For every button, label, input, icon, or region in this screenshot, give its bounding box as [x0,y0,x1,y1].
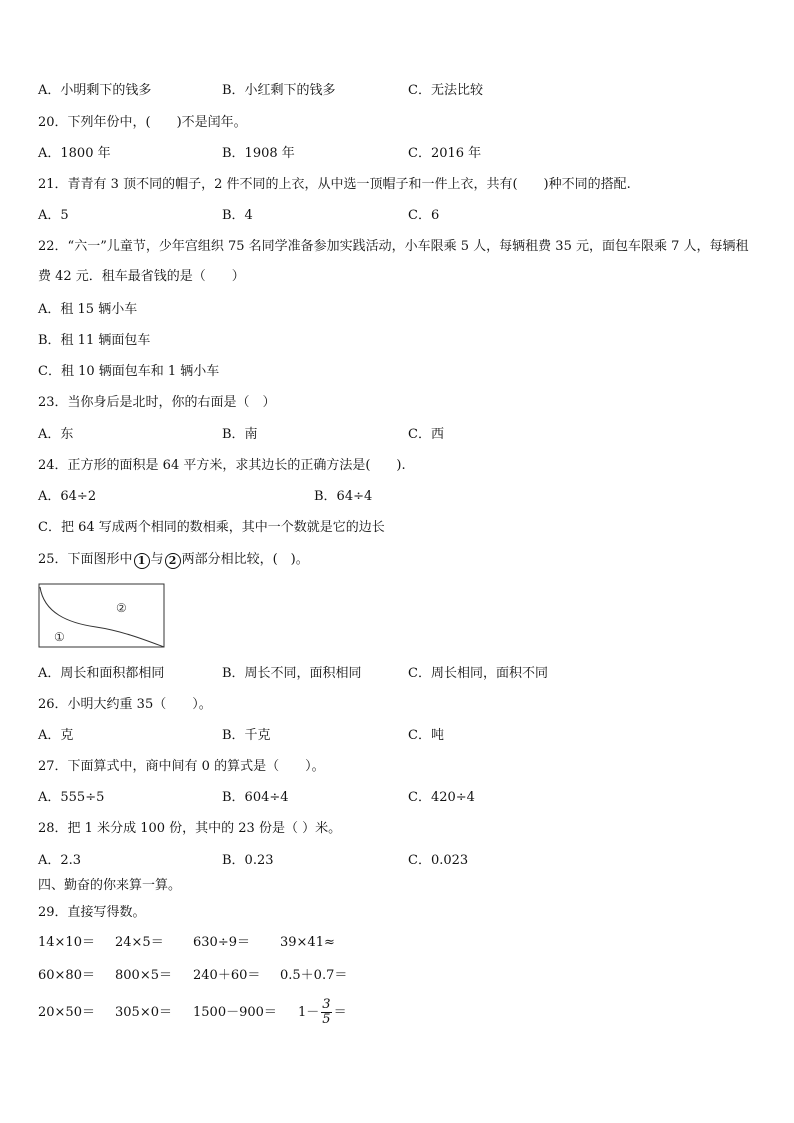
q19-option-a[interactable]: A．小明剩下的钱多 [38,83,152,98]
q20-options [38,145,758,163]
q19-options [38,82,758,100]
q28-options [38,852,758,870]
q23-options [38,426,758,444]
q27-option-b[interactable]: B．604÷4 [222,790,289,805]
q27-stem: 27．下面算式中，商中间有 0 的算式是（ ）。 [38,759,325,774]
circled-one: 1 [134,553,150,569]
q21-option-b[interactable]: B．4 [222,208,253,223]
q20-option-a[interactable]: A．1800 年 [38,146,111,161]
q27-option-a[interactable]: A．555÷5 [38,790,105,805]
fraction-lead: 1－ [298,1005,320,1020]
q28-option-b[interactable]: B．0.23 [222,853,274,868]
calc-item-fraction [298,995,347,1031]
q24-options [38,488,758,506]
q22-option-c[interactable]: C．租 10 辆面包车和 1 辆小车 [38,364,220,379]
fraction-tail: ＝ [333,1005,347,1020]
q25-option-c[interactable]: C．周长相同，面积不同 [408,666,548,681]
q24-stem: 24．正方形的面积是 64 平方米，求其边长的正确方法是( ). [38,458,406,473]
q27-option-c[interactable]: C．420÷4 [408,790,475,805]
q20-option-b[interactable]: B．1908 年 [222,146,295,161]
q22-option-a[interactable]: A．租 15 辆小车 [38,302,138,317]
section-four-title: 四、勤奋的你来算一算。 [38,878,182,893]
q21-option-c[interactable]: C．6 [408,208,440,223]
q23-option-a[interactable]: A．东 [38,427,74,442]
q25-stem-part1: 25．下面图形中 [38,552,133,567]
q19-option-b[interactable]: B．小红剩下的钱多 [222,83,336,98]
q19-option-c[interactable]: C．无法比较 [408,83,483,98]
q25-stem-part3: 两部分相比较，( )。 [181,552,309,567]
figure-label-2: ② [116,601,127,615]
q29-stem: 29．直接写得数。 [38,905,146,920]
q21-option-a[interactable]: A．5 [38,208,69,223]
q20-option-c[interactable]: C．2016 年 [408,146,482,161]
fraction-denominator: 5 [322,1012,331,1027]
calc-item: 14×10＝ [38,935,95,950]
q28-option-a[interactable]: A．2.3 [38,853,82,868]
q26-option-a[interactable]: A．克 [38,728,74,743]
calc-item: 1500－900＝ [193,1005,277,1020]
q26-options [38,727,758,745]
q23-option-b[interactable]: B．南 [222,427,258,442]
q26-option-c[interactable]: C．吨 [408,728,444,743]
calc-item: 24×5＝ [115,935,164,950]
q24-option-b[interactable]: B．64÷4 [314,489,373,504]
q23-option-c[interactable]: C．西 [408,427,444,442]
q27-options [38,789,758,807]
q26-stem: 26．小明大约重 35（ ）。 [38,697,212,712]
calc-item: 20×50＝ [38,1005,95,1020]
figure-label-1: ① [54,630,65,644]
calc-item: 305×0＝ [115,1005,172,1020]
q26-option-b[interactable]: B．千克 [222,728,271,743]
fraction [321,998,331,1027]
q28-option-c[interactable]: C．0.023 [408,853,469,868]
calc-item: 240＋60＝ [193,968,261,983]
q28-stem: 28．把 1 米分成 100 份，其中的 23 份是（ ）米。 [38,821,342,836]
q25-stem-part2: 与 [150,552,164,567]
q25-options [38,665,758,683]
q23-stem: 23．当你身后是北时，你的右面是（ ） [38,395,276,410]
q22-option-b[interactable]: B．租 11 辆面包车 [38,333,151,348]
q25-option-b[interactable]: B．周长不同，面积相同 [222,666,362,681]
calc-item: 630÷9＝ [193,935,250,950]
calc-item: 800×5＝ [115,968,172,983]
q22-stem: 22．“六一”儿童节，少年宫组织 75 名同学准备参加实践活动，小车限乘 5 人，每辆租费 35 元，面包车限乘 7 人，每辆租费 42 元．租车最省钱的是（ ） [38,239,749,284]
q24-option-a[interactable]: A．64÷2 [38,489,97,504]
q24-option-c[interactable]: C．把 64 写成两个相同的数相乘，其中一个数就是它的边长 [38,520,385,535]
calc-item: 60×80＝ [38,968,95,983]
circled-two: 2 [165,553,181,569]
calc-item: 39×41≈ [280,935,335,950]
q21-options [38,207,758,225]
q25-figure [38,583,166,649]
calc-item: 0.5＋0.7＝ [280,968,348,983]
q20-stem: 20．下列年份中，( )不是闰年。 [38,115,247,130]
q21-stem: 21．青青有 3 顶不同的帽子，2 件不同的上衣，从中选一顶帽子和一件上衣，共有( )种不同的搭配. [38,177,631,192]
q25-stem [38,551,309,569]
q25-option-a[interactable]: A．周长和面积都相同 [38,666,165,681]
fraction-numerator: 3 [322,997,331,1012]
